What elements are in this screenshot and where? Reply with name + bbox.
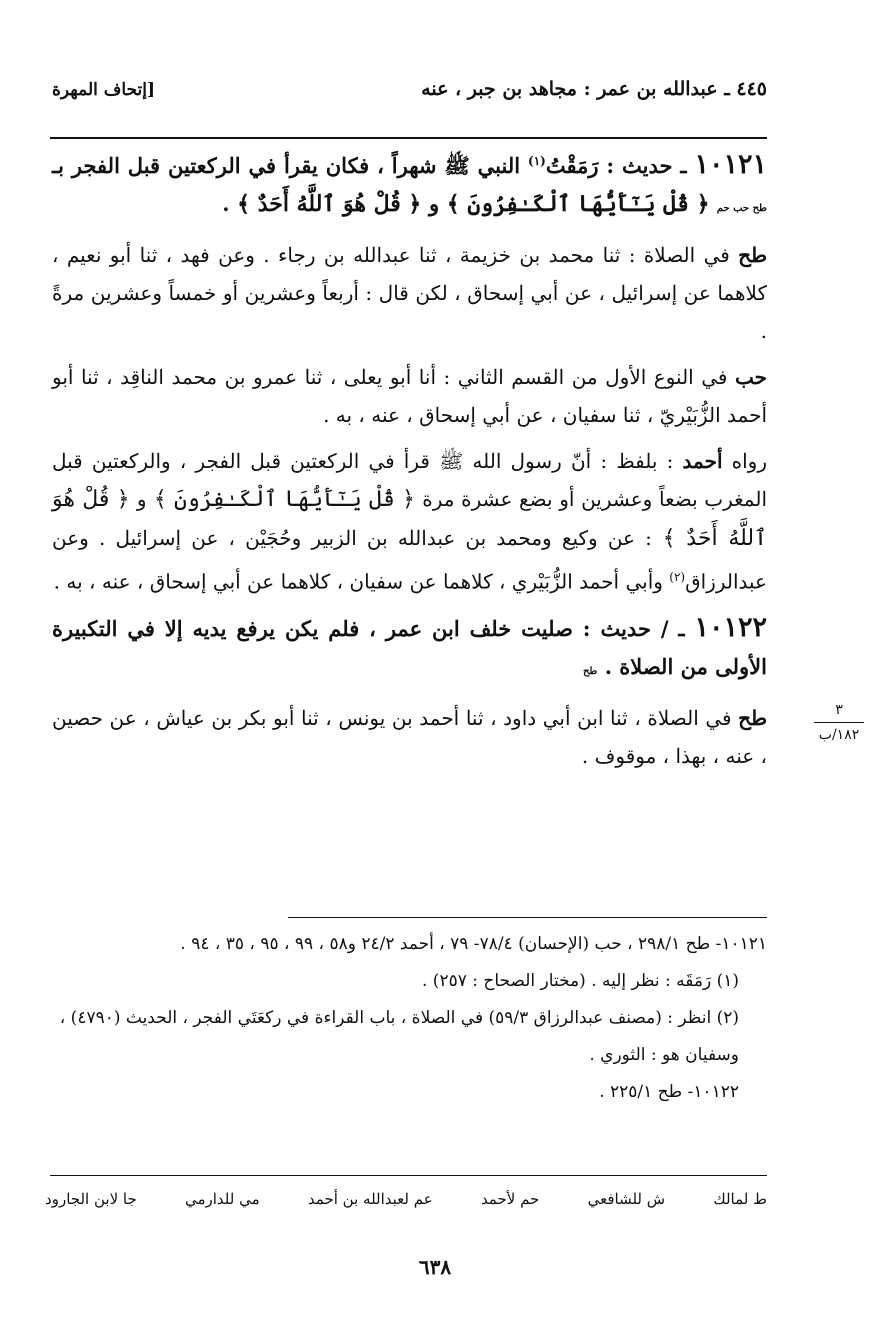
footnote-ref: (٢) <box>669 570 686 584</box>
ahmad-paragraph <box>52 442 767 601</box>
isnad-text: في الصلاة : ثنا محمد بن خزيمة ، ثنا عبدالله بن رجاء . وعن فهد ، ثنا أبو نعيم ، كلاهما عن إسرائيل ، عن أبي إسحاق ، لكن قال : أربعاً وعشرين أو خمساً وعشرين مرةً . <box>52 243 767 343</box>
legend-item: عم لعبدالله بن أحمد <box>307 1190 433 1208</box>
quran-verse: ﴿ قُلْ يَـٰٓأَيُّهَا ٱلْكَـٰفِرُونَ ﴾ <box>439 191 710 217</box>
source-abbr: حب <box>734 365 767 389</box>
source-name: أحمد <box>682 449 723 473</box>
period: . <box>222 191 230 216</box>
hadith-number: ١٠١٢١ <box>694 149 767 180</box>
abbreviation-legend <box>45 1190 767 1208</box>
isnad-paragraph <box>52 699 767 775</box>
main-text <box>52 142 767 783</box>
legend-item: ش للشافعي <box>587 1190 666 1208</box>
legend-item: جا لابن الجارود <box>45 1190 137 1208</box>
footnote-ref: (١) <box>528 154 546 168</box>
folio-rule <box>814 722 864 723</box>
conjunction: و <box>428 191 440 216</box>
hadith-10122 <box>52 609 767 691</box>
footnote-1: (١) رَمَقَه : نظر إليه . (مختار الصحاح : ٢٥٧) . <box>421 971 739 991</box>
source-abbreviations: طح <box>582 665 598 677</box>
isnad-text: في النوع الأول من القسم الثاني : أنا أبو يعلى ، ثنا عمرو بن محمد الناقِد ، ثنا أبو أحمد الزُّبَيْريّ ، ثنا سفيان ، عن أبي إسحاق ، عنه ، به . <box>52 365 767 427</box>
legend-rule <box>50 1175 767 1176</box>
source-abbr: طح <box>738 243 767 267</box>
hadith-text: ـ حديث : رَمَقْتُ <box>545 153 695 178</box>
legend-item: ط لمالك <box>713 1190 767 1208</box>
hadith-text: ـ / حديث : صليت خلف ابن عمر ، فلم يكن يرفع يديه إلا في التكبيرة الأولى من الصلاة . <box>52 615 767 679</box>
hadith-10121 <box>52 142 767 228</box>
isnad-text: في الصلاة ، ثنا ابن أبي داود ، ثنا أحمد بن يونس ، ثنا أبو بكر بن عياش ، عن حصين ، عنه ، بهذا ، موقوف . <box>52 705 767 768</box>
isnad-text: : بلفظ : أنّ رسول الله ﷺ قرأ في الركعتين قبل الفجر ، والركعتين قبل المغرب بضعاً وعشرين أو بضع عشرة مرة <box>52 449 767 511</box>
quran-verse: ﴿ قُلْ هُوَ ٱللَّهُ أَحَدٌ ﴾ <box>229 191 429 217</box>
footnote-sources-10122: ١٠١٢٢- طح ٢٢٥/١ . <box>599 1082 739 1102</box>
folio-number: ٣ <box>835 702 843 718</box>
hadith-text: النبي ﷺ شهراً ، فكان يقرأ في الركعتين قبل الفجر بـ <box>52 153 528 178</box>
footnote-sources-10121: ١٠١٢١- طح ٢٩٨/١ ، حب (الإحسان) ٧٨/٤- ٧٩ ، أحمد ٢٤/٢ و٥٨ ، ٩٩ ، ٩٥ ، ٣٥ ، ٩٤ . <box>180 934 767 954</box>
footnote-rule <box>288 917 767 918</box>
isnad-paragraph <box>52 358 767 434</box>
hadith-number: ١٠١٢٢ <box>694 611 767 643</box>
page-number: ٦٣٨ <box>418 1255 452 1279</box>
conjunction: و <box>136 487 147 511</box>
manuscript-folio-note <box>808 702 870 743</box>
quran-verse: ﴿ قُلْ هُوَ ٱللَّهُ أَحَدٌ ﴾ <box>52 487 767 551</box>
quran-verse: ﴿ قُلْ يَـٰٓأَيُّهَا ٱلْكَـٰفِرُونَ ﴾ <box>146 487 423 512</box>
isnad-paragraph <box>52 236 767 350</box>
header-rule <box>50 137 767 139</box>
isnad-text: وأبي أحمد الزُّبَيْري ، كلاهما عن سفيان ، كلاهما عن أبي إسحاق ، عنه ، به . <box>53 569 670 594</box>
source-abbr: طح <box>738 705 767 730</box>
legend-item: حم لأحمد <box>480 1190 540 1208</box>
footnote-2: (٢) انظر : (مصنف عبدالرزاق ٥٩/٣) في الصلاة ، باب القراءة في ركعَتَي الفجر ، الحديث (٤٧٩٠) ، وسفيان هو : الثوري . <box>59 1008 739 1065</box>
source-abbreviations: طح حب حم <box>716 203 767 214</box>
isnad-text: : عن وكيع ومحمد بن عبدالله بن الزبير وحُجَيْن ، عن إسرائيل . وعن عبدالرزاق <box>52 526 767 594</box>
running-header-book: [إتحاف المهرة <box>52 80 156 100</box>
running-header-title: ٤٤٥ ـ عبدالله بن عمر : مجاهد بن جبر ، عنه <box>421 78 767 100</box>
lead-text: رواه <box>722 449 767 473</box>
folio-ref: ١٨٢/ب <box>818 727 860 743</box>
footnotes <box>52 926 767 1111</box>
legend-item: مي للدارمي <box>184 1190 260 1208</box>
